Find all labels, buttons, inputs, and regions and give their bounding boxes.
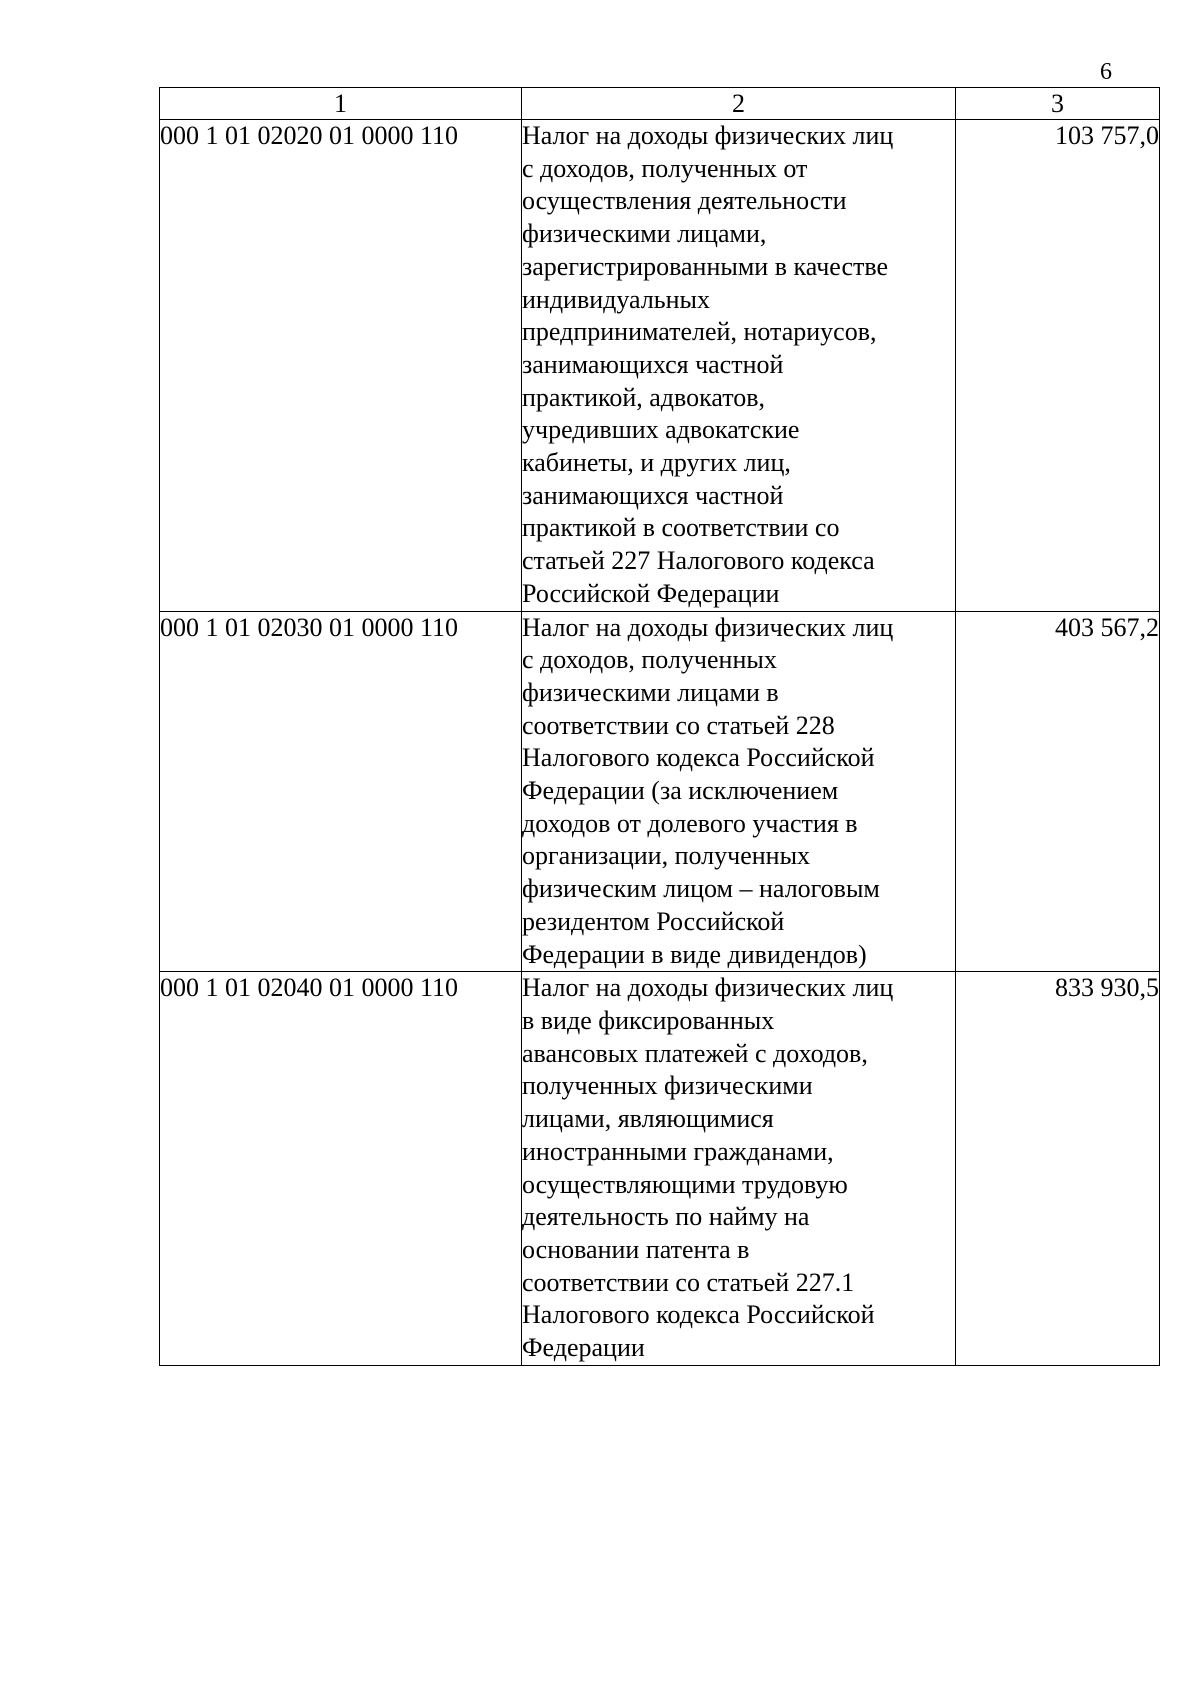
text-line: статьей 227 Налогового кодекса — [522, 546, 875, 576]
text-line: индивидуальных — [522, 284, 711, 314]
text-line: практикой в соответствии со — [522, 513, 840, 543]
text-line: полученных физическими — [522, 1071, 813, 1101]
text-line: организации, полученных — [522, 841, 811, 871]
classification-code: 000 1 01 02040 01 0000 110 — [160, 972, 522, 1365]
page-number: 6 — [1100, 59, 1112, 85]
amount-value: 403 567,2 — [956, 611, 1160, 972]
text-line: предпринимателей, нотариусов, — [522, 317, 877, 347]
table-header-row — [160, 88, 1160, 120]
text-line: Налогового кодекса Российской — [522, 743, 875, 773]
text-line: осуществляющими трудовую — [522, 1169, 848, 1199]
text-line: осуществления деятельности — [522, 186, 847, 216]
text-line: Федерации — [522, 1333, 645, 1363]
table-row — [160, 611, 1160, 972]
text-line: деятельность по найму на — [522, 1202, 810, 1232]
text-line: Налогового кодекса Российской — [522, 1300, 875, 1330]
text-line: Федерации в виде дивидендов) — [522, 939, 867, 969]
text-line: кабинеты, и других лиц, — [522, 448, 791, 478]
text-line: с доходов, полученных от — [522, 153, 808, 183]
column-header: 3 — [956, 88, 1160, 120]
table-row — [160, 972, 1160, 1365]
amount-value: 103 757,0 — [956, 120, 1160, 612]
text-line: соответствии со статьей 228 — [522, 710, 835, 740]
text-line: зарегистрированными в качестве — [522, 251, 889, 281]
text-line: соответствии со статьей 227.1 — [522, 1267, 855, 1297]
budget-table — [159, 87, 1160, 1366]
text-line: Российской Федерации — [522, 578, 780, 608]
text-line: Налог на доходы физических лиц — [522, 973, 894, 1003]
text-line: учредивших адвокатские — [522, 415, 800, 445]
classification-code: 000 1 01 02020 01 0000 110 — [160, 120, 522, 612]
text-line: резидентом Российской — [522, 906, 785, 936]
amount-value: 833 930,5 — [956, 972, 1160, 1365]
text-line: практикой, адвокатов, — [522, 382, 766, 412]
text-line: физическим лицом – налоговым — [522, 874, 880, 904]
text-line: с доходов, полученных — [522, 645, 777, 675]
text-line: доходов от долевого участия в — [522, 808, 858, 838]
text-line: иностранными гражданами, — [522, 1136, 834, 1166]
text-line: занимающихся частной — [522, 480, 784, 510]
text-line: Налог на доходы физических лиц — [522, 612, 894, 642]
column-header: 1 — [160, 88, 522, 120]
income-name — [522, 120, 956, 612]
text-line: физическими лицами в — [522, 677, 779, 707]
table-row — [160, 120, 1160, 612]
text-line: Федерации (за исключением — [522, 776, 839, 806]
income-name — [522, 611, 956, 972]
classification-code: 000 1 01 02030 01 0000 110 — [160, 611, 522, 972]
column-header: 2 — [522, 88, 956, 120]
income-name — [522, 972, 956, 1365]
text-line: в виде фиксированных — [522, 1005, 775, 1035]
text-line: лицами, являющимися — [522, 1104, 774, 1134]
text-line: авансовых платежей с доходов, — [522, 1038, 868, 1068]
text-line: основании патента в — [522, 1234, 750, 1264]
text-line: Налог на доходы физических лиц — [522, 121, 894, 150]
text-line: физическими лицами, — [522, 219, 767, 249]
text-line: занимающихся частной — [522, 349, 784, 379]
